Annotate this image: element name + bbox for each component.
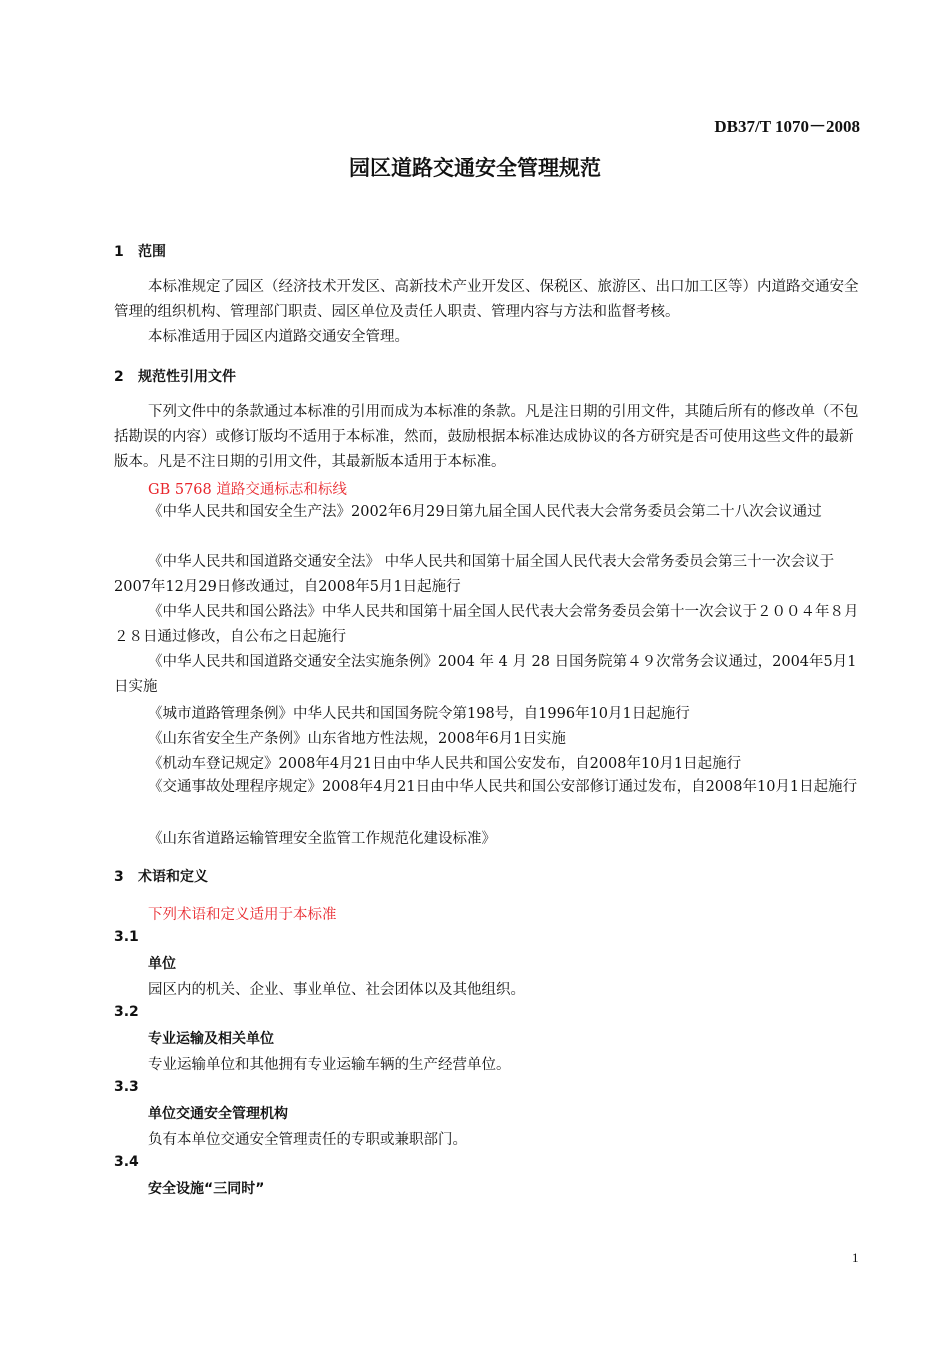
section-3-heading	[114, 866, 208, 886]
document-title: 园区道路交通安全管理规范	[349, 156, 601, 180]
section-2-heading	[114, 366, 236, 386]
section-title: 术语和定义	[138, 869, 208, 885]
term-number: 3.2	[114, 1004, 139, 1020]
term-definition: 负有本单位交通安全管理责任的专职或兼职部门。	[148, 1132, 467, 1148]
term-definition: 园区内的机关、企业、事业单位、社会团体以及其他组织。	[148, 982, 525, 998]
term-title: 单位	[148, 956, 176, 972]
scope-applicability: 本标准适用于园区内道路交通安全管理。	[148, 329, 409, 345]
reference-item: 《交通事故处理程序规定》2008年4月21日由中华人民共和国公安部修订通过发布，自2008年10月1日起施行	[148, 779, 858, 795]
term-number: 3.1	[114, 929, 139, 945]
references-intro: 下列文件中的条款通过本标准的引用而成为本标准的条款。凡是注日期的引用文件，其随后所有的修改单（不包括勘误的内容）或修订版均不适用于本标准，然而，鼓励根据本标准达成协议的各方研究是否可使用这些文件的最新版本。凡是不注日期的引用文件，其最新版本适用于本标准。	[114, 404, 859, 470]
document-code: DB37/T 1070－2008	[714, 117, 860, 136]
term-definition: 专业运输单位和其他拥有专业运输车辆的生产经营单位。	[148, 1057, 511, 1073]
term-title: 专业运输及相关单位	[148, 1031, 274, 1047]
reference-item: 《机动车登记规定》2008年4月21日由中华人民共和国公安发布，自2008年10月1日起施行	[148, 756, 742, 772]
section-number: 3	[114, 869, 124, 885]
reference-item: 《山东省安全生产条例》山东省地方性法规，2008年6月1日实施	[148, 731, 566, 747]
page-number: 1	[852, 1250, 859, 1265]
reference-item: 《中华人民共和国安全生产法》2002年6月29日第九届全国人民代表大会常务委员会第二十八次会议通过	[148, 504, 822, 520]
terms-intro: 下列术语和定义适用于本标准	[148, 907, 337, 923]
reference-item: GB 5768 道路交通标志和标线	[148, 482, 347, 498]
scope-paragraph: 本标准规定了园区（经济技术开发区、高新技术产业开发区、保税区、旅游区、出口加工区等）内道路交通安全管理的组织机构、管理部门职责、园区单位及责任人职责、管理内容与方法和监督考核。	[114, 279, 859, 320]
reference-item: 《中华人民共和国道路交通安全法实施条例》2004 年 4 月 28 日国务院第４９次常务会议通过，2004年5月1日实施	[114, 654, 857, 695]
reference-item: 《山东省道路运输管理安全监管工作规范化建设标准》	[148, 831, 496, 847]
term-title: 单位交通安全管理机构	[148, 1106, 288, 1122]
section-title: 范围	[138, 244, 166, 260]
term-title: 安全设施“三同时”	[148, 1181, 265, 1197]
reference-item: 《中华人民共和国公路法》中华人民共和国第十届全国人民代表大会常务委员会第十一次会议于２００４年８月２８日通过修改，自公布之日起施行	[114, 604, 859, 645]
term-number: 3.4	[114, 1154, 139, 1170]
section-1-heading	[114, 241, 166, 261]
term-number: 3.3	[114, 1079, 139, 1095]
reference-item: 《中华人民共和国道路交通安全法》 中华人民共和国第十届全国人民代表大会常务委员会第三十一次会议于2007年12月29日修改通过，自2008年5月1日起施行	[114, 554, 835, 595]
section-number: 1	[114, 244, 124, 260]
section-number: 2	[114, 369, 124, 385]
reference-item: 《城市道路管理条例》中华人民共和国国务院令第198号，自1996年10月1日起施行	[148, 706, 690, 722]
section-title: 规范性引用文件	[138, 369, 236, 385]
